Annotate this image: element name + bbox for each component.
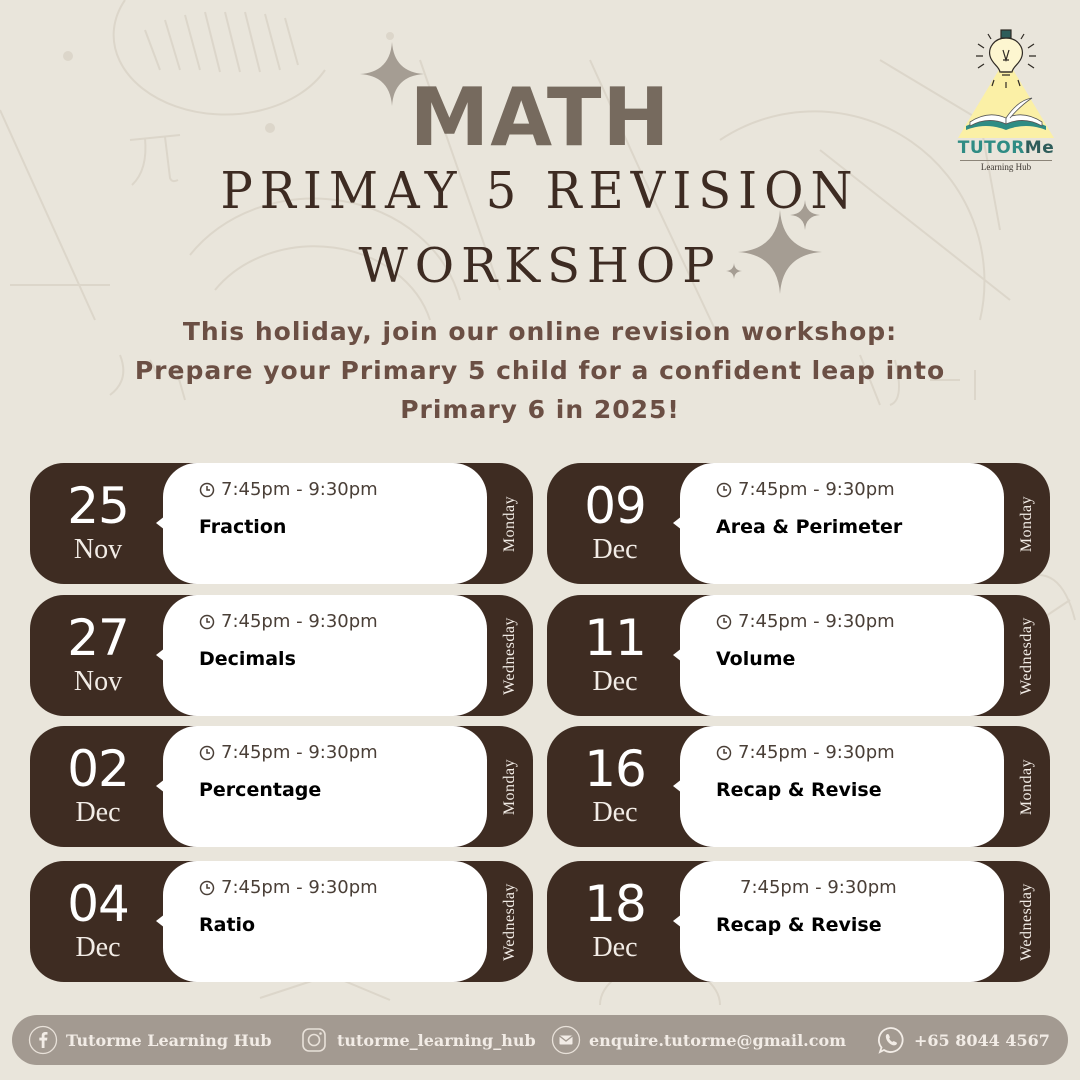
session-day-number: 18 xyxy=(584,875,646,933)
session-weekday: Wednesday xyxy=(1018,882,1036,961)
session-time-text: 7:45pm - 9:30pm xyxy=(738,742,895,763)
page-subtitle-line2: WORKSHOP xyxy=(358,238,722,294)
clock-icon xyxy=(199,745,215,761)
session-date xyxy=(30,463,166,584)
session-card xyxy=(547,726,1050,847)
session-weekday: Monday xyxy=(501,495,519,552)
whatsapp-icon xyxy=(876,1025,906,1055)
session-month: Dec xyxy=(75,932,121,963)
logo-subtitle: Learning Hub xyxy=(980,162,1032,172)
session-details xyxy=(163,726,487,847)
clock-icon xyxy=(199,614,215,630)
instagram-label: tutorme_learning_hub xyxy=(337,1030,536,1050)
session-details xyxy=(680,595,1004,716)
session-time xyxy=(199,877,378,898)
session-details xyxy=(163,595,487,716)
tagline-line2: Prepare your Primary 5 child for a confident leap into xyxy=(134,356,946,385)
session-time-text: 7:45pm - 9:30pm xyxy=(740,877,897,898)
session-month: Dec xyxy=(592,534,638,565)
session-month: Nov xyxy=(73,534,123,565)
session-weekday: Monday xyxy=(1018,758,1036,815)
session-time-text: 7:45pm - 9:30pm xyxy=(221,479,378,500)
session-time xyxy=(740,877,897,898)
session-topic: Recap & Revise xyxy=(716,914,882,936)
session-details xyxy=(163,463,487,584)
session-topic: Recap & Revise xyxy=(716,779,882,801)
tagline-line3: Primary 6 in 2025! xyxy=(400,395,680,424)
email-link[interactable] xyxy=(551,1025,846,1055)
session-month: Dec xyxy=(75,797,121,828)
session-card xyxy=(30,726,533,847)
session-date xyxy=(547,726,683,847)
session-card xyxy=(30,595,533,716)
session-time xyxy=(716,611,895,632)
session-card xyxy=(30,463,533,584)
session-weekday: Wednesday xyxy=(501,882,519,961)
session-date xyxy=(30,726,166,847)
session-details xyxy=(680,861,1004,982)
contact-footer xyxy=(12,1015,1068,1065)
session-day-number: 02 xyxy=(67,740,129,798)
session-time-text: 7:45pm - 9:30pm xyxy=(221,877,378,898)
clock-icon xyxy=(199,880,215,896)
facebook-label: Tutorme Learning Hub xyxy=(66,1030,272,1050)
session-topic: Ratio xyxy=(199,914,256,936)
page-title: MATH xyxy=(409,71,671,164)
session-month: Dec xyxy=(592,797,638,828)
session-day-number: 04 xyxy=(67,875,129,933)
session-card xyxy=(547,595,1050,716)
logo-wordmark: TUTORMe xyxy=(957,138,1055,158)
session-day-number: 11 xyxy=(584,609,646,667)
clock-icon xyxy=(716,482,732,498)
session-time-text: 7:45pm - 9:30pm xyxy=(221,611,378,632)
session-weekday: Wednesday xyxy=(501,616,519,695)
session-date xyxy=(547,595,683,716)
session-date xyxy=(30,595,166,716)
session-weekday: Monday xyxy=(1018,495,1036,552)
session-time xyxy=(199,742,378,763)
clock-icon xyxy=(199,482,215,498)
session-card xyxy=(30,861,533,982)
page-subtitle-line1: PRIMAY 5 REVISION xyxy=(220,161,860,221)
session-topic: Percentage xyxy=(199,779,322,801)
session-month: Dec xyxy=(592,666,638,697)
facebook-link[interactable] xyxy=(28,1025,272,1055)
clock-icon xyxy=(716,745,732,761)
phone-label: +65 8044 4567 xyxy=(914,1030,1050,1050)
session-card xyxy=(547,861,1050,982)
session-details xyxy=(680,463,1004,584)
session-details xyxy=(680,726,1004,847)
phone-link[interactable] xyxy=(876,1025,1050,1055)
email-label: enquire.tutorme@gmail.com xyxy=(589,1030,847,1050)
session-time-text: 7:45pm - 9:30pm xyxy=(221,742,378,763)
tagline xyxy=(0,312,1080,429)
instagram-icon xyxy=(299,1025,329,1055)
session-month: Nov xyxy=(73,666,123,697)
session-day-number: 09 xyxy=(584,477,646,535)
session-time xyxy=(716,479,895,500)
session-date xyxy=(547,463,683,584)
session-time-text: 7:45pm - 9:30pm xyxy=(738,479,895,500)
session-topic: Area & Perimeter xyxy=(716,516,903,538)
session-weekday: Wednesday xyxy=(1018,616,1036,695)
session-time xyxy=(716,742,895,763)
session-weekday: Monday xyxy=(501,758,519,815)
session-month: Dec xyxy=(592,932,638,963)
session-topic: Fraction xyxy=(199,516,287,538)
tagline-line1: This holiday, join our online revision workshop: xyxy=(182,317,898,346)
session-day-number: 27 xyxy=(67,609,129,667)
mail-icon xyxy=(551,1025,581,1055)
clock-icon xyxy=(716,614,732,630)
session-day-number: 16 xyxy=(584,740,646,798)
session-time-text: 7:45pm - 9:30pm xyxy=(738,611,895,632)
instagram-link[interactable] xyxy=(299,1025,536,1055)
session-time xyxy=(199,479,378,500)
session-time xyxy=(199,611,378,632)
session-topic: Volume xyxy=(716,648,796,670)
session-day-number: 25 xyxy=(67,477,129,535)
session-date xyxy=(30,861,166,982)
session-date xyxy=(547,861,683,982)
session-topic: Decimals xyxy=(199,648,296,670)
facebook-icon xyxy=(28,1025,58,1055)
session-details xyxy=(163,861,487,982)
session-card xyxy=(547,463,1050,584)
